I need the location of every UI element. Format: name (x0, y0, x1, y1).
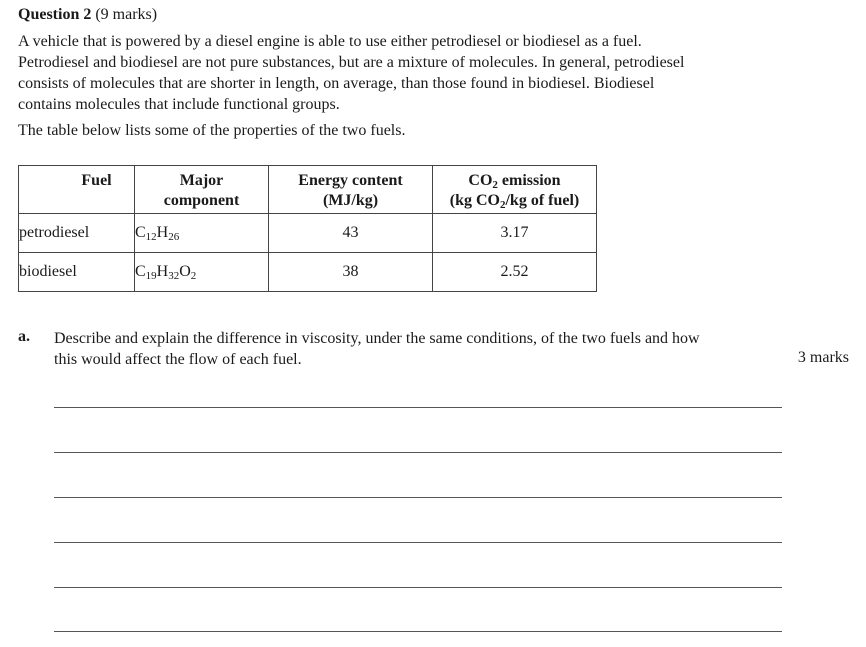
cell-co2: 2.52 (433, 253, 597, 292)
cell-formula: $C_{19}H_{32}O_2$ (135, 253, 269, 292)
table-header-row (19, 166, 597, 214)
table-row (19, 253, 597, 292)
table-row (19, 214, 597, 253)
question-intro (18, 31, 778, 115)
header-fuel: Fuel (19, 166, 135, 214)
answer-line[interactable] (54, 542, 782, 543)
header-co2-emission: $CO_2$ emission (kg $CO_2/kg$ of fuel) (433, 166, 597, 214)
cell-energy: 38 (269, 253, 433, 292)
question-number: Question 2 (18, 6, 92, 23)
cell-formula: $C_{12}H_{26}$ (135, 214, 269, 253)
answer-line[interactable] (54, 497, 782, 498)
intro-line: contains molecules that include functional groups. (18, 96, 340, 113)
part-a-marks: 3 marks (797, 349, 849, 366)
intro-line: Petrodiesel and biodiesel are not pure substances, but are a mixture of molecules. In general, petrodiesel (18, 54, 685, 71)
cell-energy: 43 (269, 214, 433, 253)
intro-line: consists of molecules that are shorter in length, on average, than those found in biodiesel. Biodiesel (18, 75, 655, 92)
answer-line[interactable] (54, 587, 782, 588)
header-energy-content: Energy content (MJ/kg) (269, 166, 433, 214)
cell-co2: 3.17 (433, 214, 597, 253)
part-a-label: a. (18, 328, 30, 345)
header-major-component: Major component (135, 166, 269, 214)
answer-line[interactable] (54, 631, 782, 632)
table-lead-text: The table below lists some of the properties of the two fuels. (18, 122, 406, 139)
intro-line: A vehicle that is powered by a diesel engine is able to use either petrodiesel or biodiesel as a fuel. (18, 33, 642, 50)
part-a-question: Describe and explain the difference in viscosity, under the same conditions, of the two fuels and how this would affect the flow of each fuel. (54, 330, 700, 368)
question-heading (18, 6, 157, 24)
fuel-properties-table (18, 165, 597, 292)
answer-line[interactable] (54, 407, 782, 408)
answer-line[interactable] (54, 452, 782, 453)
cell-fuel: biodiesel (19, 253, 135, 292)
cell-fuel: petrodiesel (19, 214, 135, 253)
question-marks: (9 marks) (95, 6, 158, 23)
